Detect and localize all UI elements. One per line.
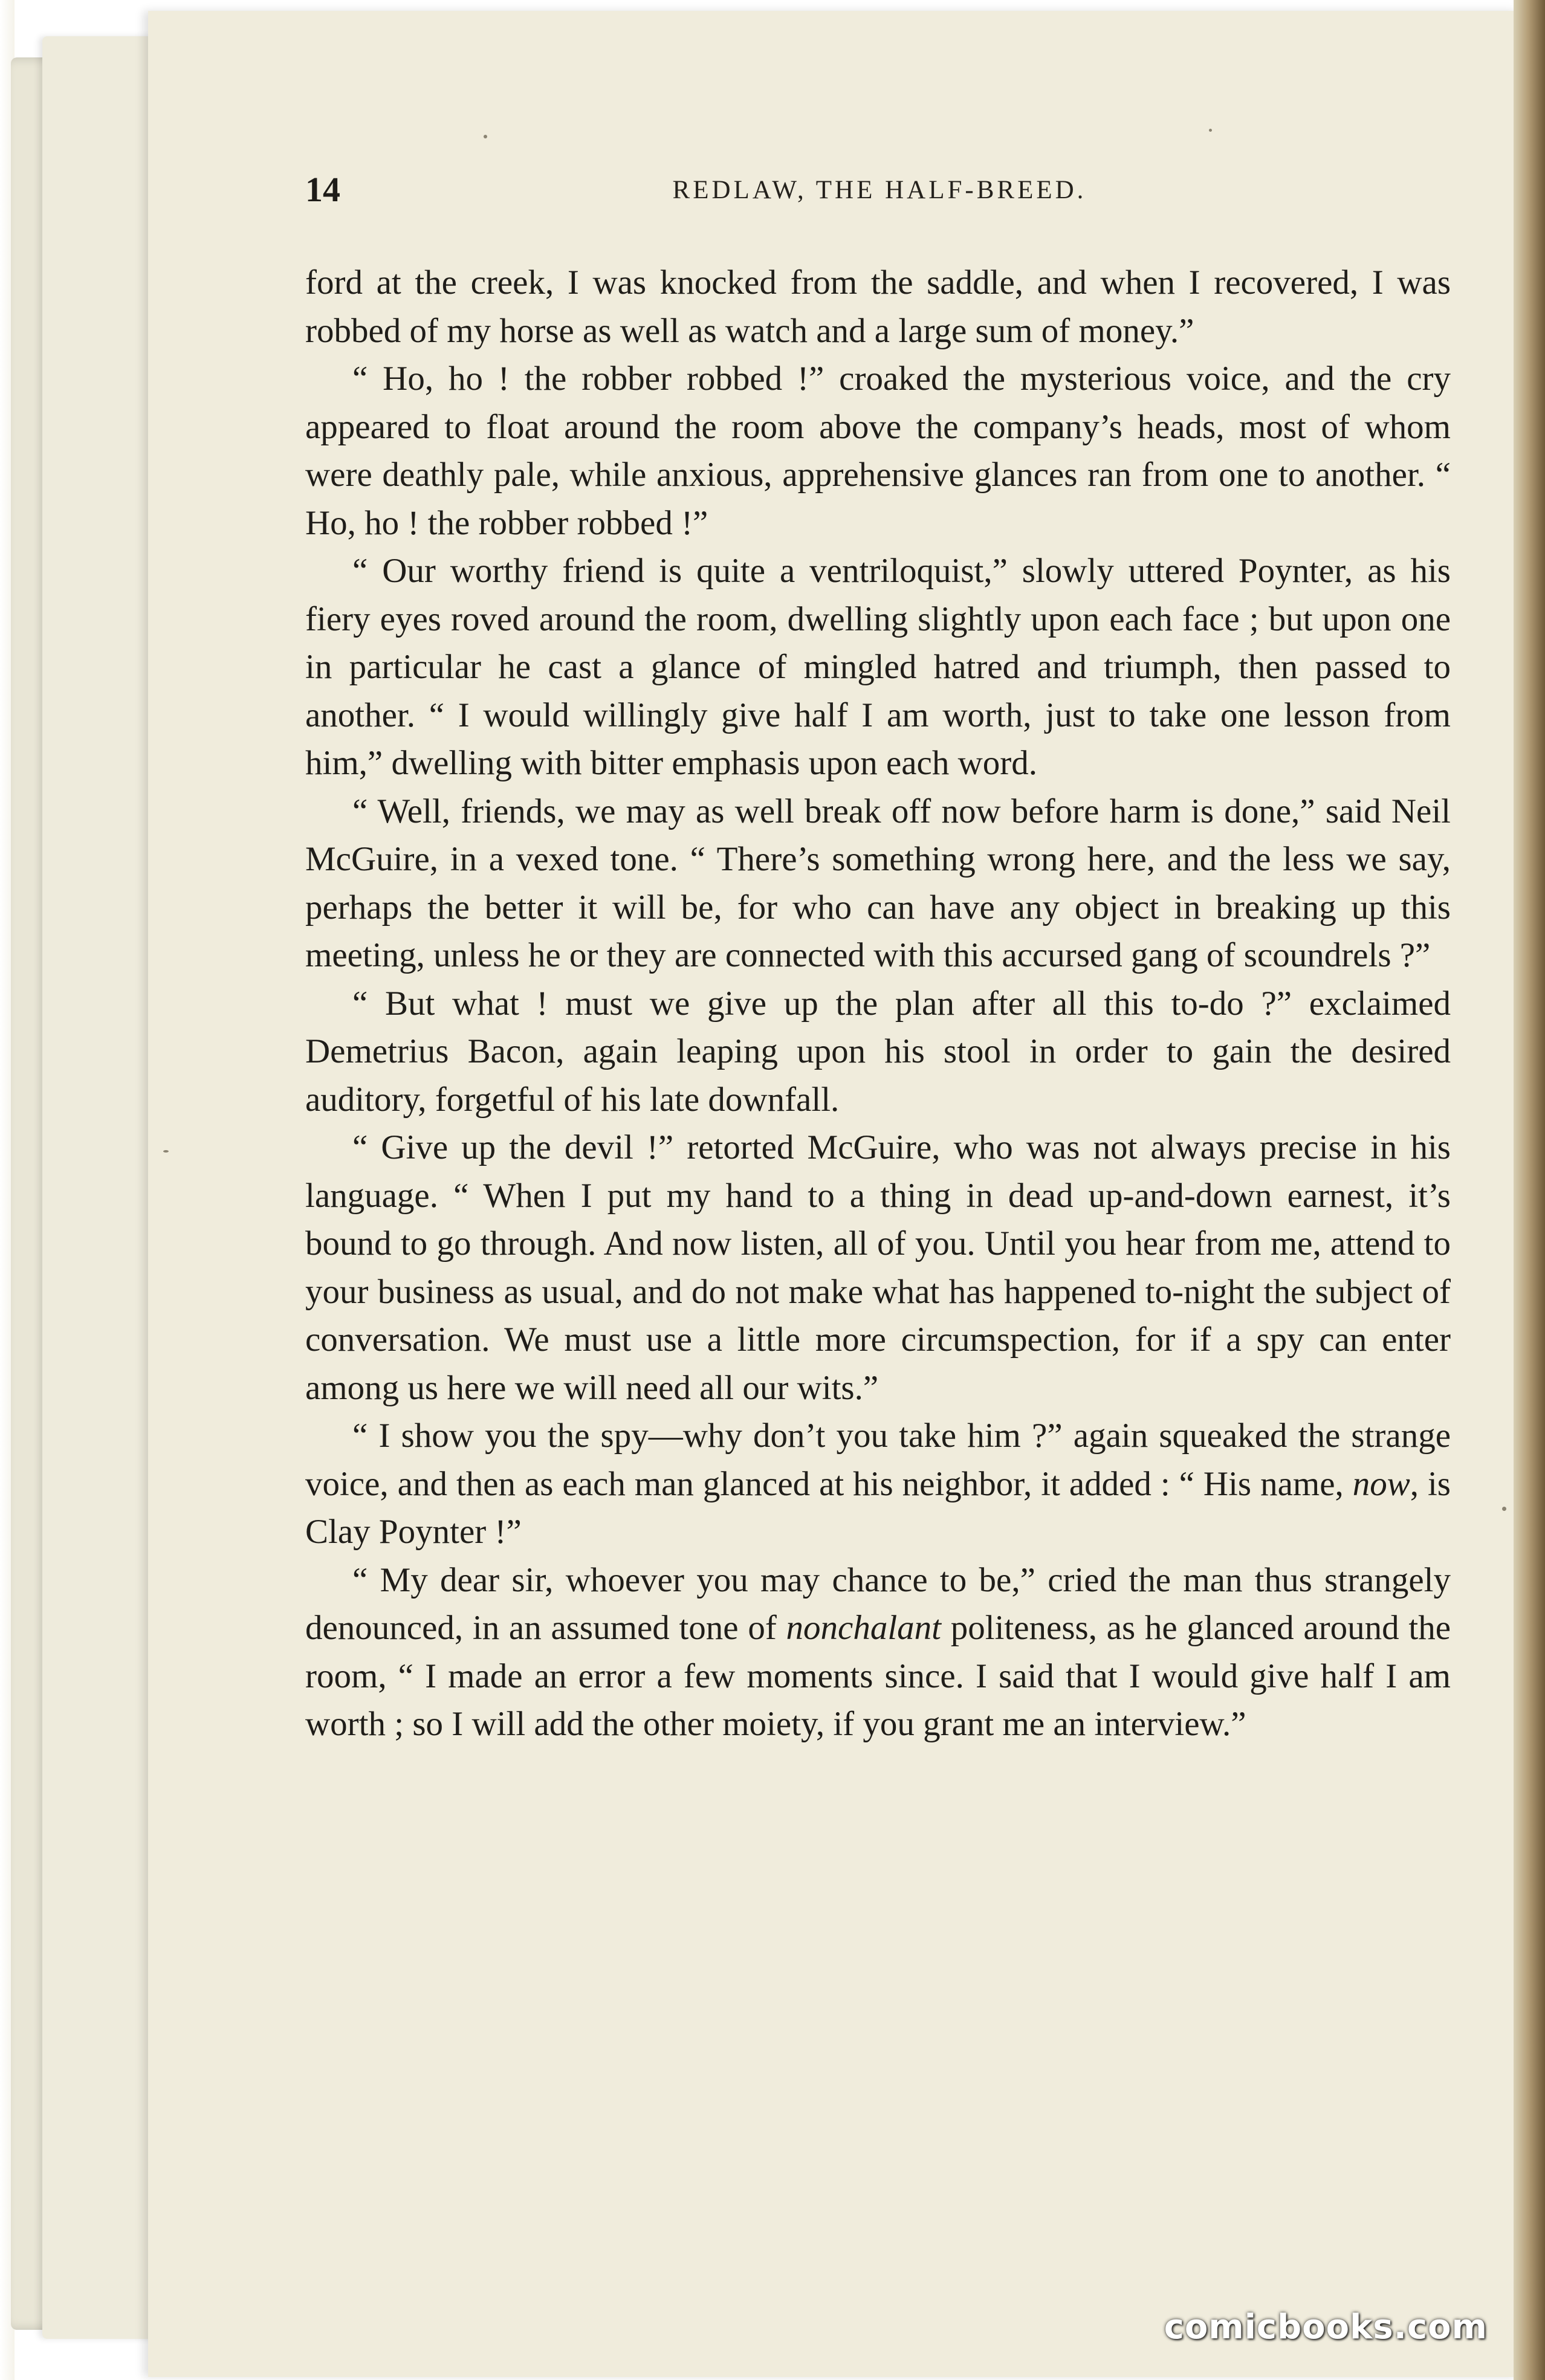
book-spine (1514, 0, 1545, 2380)
italic-word: nonchalant (786, 1609, 942, 1647)
paper-fleck (1209, 129, 1212, 132)
italic-word: now (1352, 1464, 1410, 1503)
paragraph-text: , is Clay Poynter !” (305, 1464, 1451, 1551)
paragraph: “ Our worthy friend is quite a ventriloquist,” slowly uttered Poynter, as his fiery eyes roved around the room, dwelling slightly upon each face ; but upon one in particular he cast a glance of mingled hatred and triumph, then passed to another. “ I would willingly give half I am worth, just to take one lesson from him,” dwelling with bitter emphasis upon each word. (305, 552, 1451, 782)
paper-fleck (484, 135, 487, 138)
paragraph-text: “ My dear sir, whoever you may chance to be,” cried the man thus strangely denounced, in an assumed tone of (305, 1560, 1451, 1647)
paper-fleck (1502, 1507, 1506, 1511)
paragraph (305, 1556, 1451, 1748)
paper-fleck (163, 1150, 169, 1153)
paragraph: “ Ho, ho ! the robber robbed !” croaked the mysterious voice, and the cry appeared to float around the room above the company’s heads, most of whom were deathly pale, while anxious, apprehensive glances ran from one to another. “ Ho, ho ! the robber robbed !” (305, 360, 1451, 542)
paragraph-text: politeness, as he glanced around the room, “ I made an error a few moments since. I said that I would give half I am worth ; so I will add the other moiety, if you grant me an interview.” (305, 1609, 1451, 1743)
body-text (305, 259, 1451, 1748)
paragraph (305, 1412, 1451, 1556)
paragraph: “ Well, friends, we may as well break off now before harm is done,” said Neil McGuire, in a vexed tone. “ There’s something wrong here, and the less we say, perhaps the better it will be, for who can have any object in breaking up this meeting, unless he or they are connected with this accursed gang of scoundrels ?” (305, 792, 1451, 974)
running-head: REDLAW, THE HALF-BREED. (672, 176, 1087, 204)
paragraph: “ Give up the devil !” retorted McGuire, who was not always precise in his language. “ When I put my hand to a thing in dead up-and-down earnest, it’s bound to go through. And now listen, all of you. Until you hear from me, attend to your business as usual, and do not make what has happened to-night the subject of conversation. We must use a little more circumspection, for if a spy can enter among us here we will need all our wits.” (305, 1128, 1451, 1407)
paragraph: “ But what ! must we give up the plan after all this to-do ?” exclaimed Demetrius Bacon, again leaping upon his stool in order to gain the desired auditory, forgetful of his late downfall. (305, 984, 1451, 1119)
page-header (305, 169, 1454, 218)
watermark: comicbooks.com (1164, 2307, 1488, 2347)
paragraph-text: “ I show you the spy—why don’t you take him ?” again squeaked the strange voice, and then as each man glanced at his neighbor, it added : “ His name, (305, 1417, 1451, 1503)
page-number: 14 (305, 170, 340, 209)
paragraph: ford at the creek, I was knocked from the saddle, and when I recovered, I was robbed of my horse as well as watch and a large sum of money.” (305, 264, 1451, 350)
